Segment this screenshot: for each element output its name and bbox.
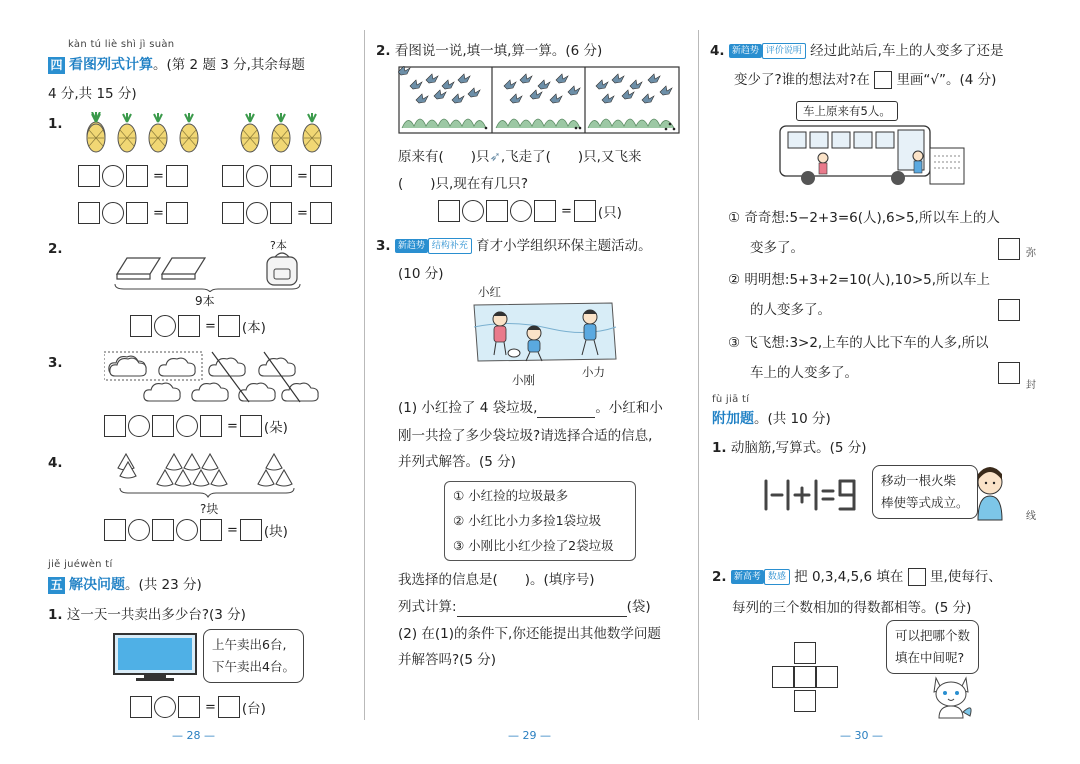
child-icon (913, 151, 923, 173)
answer-box[interactable] (126, 165, 148, 187)
operator-circle[interactable] (102, 202, 124, 224)
tv-icon (112, 632, 202, 684)
books-illustration (112, 252, 312, 292)
answer-box[interactable] (166, 202, 188, 224)
p3-calc-label: 列式计算: (398, 599, 457, 615)
p3-calc-line (398, 597, 651, 617)
answer-box[interactable] (126, 202, 148, 224)
p4-question (710, 39, 1003, 59)
q1-equation-c: = (78, 202, 190, 224)
answer-box[interactable] (166, 165, 188, 187)
answer-box[interactable] (574, 200, 596, 222)
q1-equation-b: = (222, 165, 334, 187)
operator-circle[interactable] (128, 415, 150, 437)
p3-sub2-a: (2) 在(1)的条件下,你还能提出其他数学问题 (398, 626, 661, 642)
e1-question (712, 436, 867, 456)
answer-box[interactable] (270, 165, 292, 187)
e2-question (712, 565, 1002, 586)
operator-circle[interactable] (462, 200, 484, 222)
p3-option-2[interactable]: ② 小红比小力多捡1袋垃圾 (453, 513, 602, 528)
label-xiaohong: 小红 (478, 285, 501, 299)
p4-tag-evaluation: 评价说明 (762, 43, 806, 59)
answer-box[interactable] (438, 200, 460, 222)
extra-title: 附加题 (712, 411, 754, 427)
answer-box[interactable] (200, 415, 222, 437)
sec4-desc-1: 。(第 2 题 3 分,其余每题 (153, 57, 305, 73)
operator-circle[interactable] (510, 200, 532, 222)
q2-unit: (本) (241, 320, 266, 336)
girl-avatar-icon (972, 466, 1008, 522)
grid-cell-bottom[interactable] (794, 690, 816, 712)
sec5-desc: 。(共 23 分) (125, 577, 202, 593)
operator-circle[interactable] (154, 315, 176, 337)
answer-box[interactable] (178, 696, 200, 718)
sec4-title: 看图列式计算 (69, 57, 153, 73)
p2-unit: (只) (597, 205, 622, 221)
p3-sub1-line-a (398, 398, 663, 418)
p4-check-box-2[interactable] (998, 299, 1020, 321)
backpack-icon (267, 253, 297, 285)
operator-circle[interactable] (176, 415, 198, 437)
p3-choice[interactable]: 我选择的信息是( )。(填序号) (398, 572, 595, 588)
kids-cleanup-illustration (472, 297, 622, 367)
label-xiaoli: 小力 (582, 365, 605, 379)
child-icon (818, 153, 828, 174)
q4-equation: = (块) (104, 519, 290, 541)
page-number-28: — 28 — (172, 729, 215, 742)
sec5-heading (48, 573, 202, 594)
p3-sub1-b: 。小红和小 (595, 400, 663, 416)
p3-sub1-a: (1) 小红捡了 4 袋垃圾, (398, 400, 538, 416)
e2-bubble-line-1: 可以把哪个数 (895, 628, 971, 643)
p2-fill-1: 原来有( )只 (398, 149, 490, 165)
p3-calc-unit: (袋) (626, 599, 651, 615)
operator-circle[interactable] (102, 165, 124, 187)
p4-check-box-1[interactable] (998, 238, 1020, 260)
p3-info-box (444, 481, 636, 561)
page-29 (366, 0, 698, 764)
grid-cell-top[interactable] (794, 642, 816, 664)
p4-option-1b: 变多了。 (750, 240, 804, 256)
answer-box[interactable] (310, 165, 332, 187)
fox-mascot-icon (928, 672, 974, 720)
answer-box[interactable] (104, 415, 126, 437)
p3-option-1[interactable]: ① 小红捡的垃圾最多 (453, 488, 569, 503)
p3-question (376, 234, 652, 254)
p1-bubble-line-1: 上午卖出6台, (212, 637, 287, 652)
page-number-30: — 30 — (840, 729, 883, 742)
answer-box[interactable] (240, 415, 262, 437)
p2-question (376, 39, 602, 59)
p3-tag-structure: 结构补充 (428, 238, 472, 254)
grid-cell-center[interactable] (794, 666, 816, 688)
sec4-pinyin: kàn tú liè shì jì suàn (68, 39, 175, 50)
seal-line-char-3: 线 (1026, 511, 1036, 522)
answer-box[interactable] (130, 315, 152, 337)
q3-equation: = (朵) (104, 415, 290, 437)
p2-equation: = (只) (438, 200, 624, 222)
p3-sub1-d: 并列式解答。(5 分) (398, 454, 516, 470)
column-divider (364, 30, 365, 720)
e2-tag-number-sense: 数感 (764, 569, 790, 585)
e2-text-1b: 里,使每行、 (929, 569, 1002, 585)
q2-equation: = (本) (130, 315, 268, 337)
p3-blank[interactable] (537, 417, 595, 418)
p4-text-2b: 里画“√”。(4 分) (896, 72, 997, 88)
answer-box[interactable] (78, 202, 100, 224)
operator-circle[interactable] (176, 519, 198, 541)
clouds-illustration (104, 350, 324, 410)
p4-text-2a: 变少了?谁的想法对?在 (734, 72, 870, 88)
p4-tag-trend: 新趋势 (729, 44, 762, 58)
sec4-heading (48, 53, 305, 74)
q1-number: 1. (48, 116, 63, 132)
e2-number: 2. (712, 569, 727, 585)
answer-box[interactable] (222, 165, 244, 187)
e1-number: 1. (712, 440, 727, 456)
q1-equation-a: = (78, 165, 190, 187)
q2-total-label: 9本 (195, 294, 215, 308)
p3-option-3[interactable]: ③ 小刚比小红少捡了2袋垃圾 (453, 538, 614, 553)
column-divider (698, 30, 699, 720)
answer-box[interactable] (218, 315, 240, 337)
page-30 (700, 0, 1040, 764)
e1-speech-bubble (872, 465, 978, 519)
operator-circle[interactable] (154, 696, 176, 718)
seal-line-char-2: 封 (1026, 380, 1036, 391)
p2-number: 2. (376, 43, 391, 59)
p2-fill-2: ,飞走了( )只,又飞来 (500, 149, 642, 165)
p3-text: 育才小学组织环保主题活动。 (476, 238, 652, 254)
sec5-title: 解决问题 (69, 577, 125, 593)
answer-box[interactable] (486, 200, 508, 222)
operator-circle[interactable] (128, 519, 150, 541)
bird-icon: ➶ (489, 149, 501, 165)
answer-box[interactable] (152, 415, 174, 437)
page-number-29: — 29 — (508, 729, 551, 742)
p1-question (48, 603, 246, 623)
q3-number: 3. (48, 355, 63, 371)
p3-number: 3. (376, 238, 391, 254)
e2-text-2: 每列的三个数相加的得数都相等。(5 分) (732, 600, 972, 616)
answer-box[interactable] (310, 202, 332, 224)
q2-number: 2. (48, 241, 63, 257)
sec5-pinyin: jiě juéwèn tí (48, 559, 113, 570)
p3-tag-trend: 新趋势 (395, 239, 428, 253)
q3-unit: (朵) (263, 420, 288, 436)
operator-circle[interactable] (246, 165, 268, 187)
sec5-badge: 五 (48, 577, 65, 594)
extra-pinyin: fù jiā tí (712, 394, 750, 405)
sec4-desc-2: 4 分,共 15 分) (48, 86, 137, 102)
answer-box (908, 568, 926, 586)
p2-fill-line-1 (398, 147, 641, 167)
e1-text: 动脑筋,写算式。(5 分) (730, 440, 867, 456)
birds-panels-illustration (398, 66, 680, 134)
p1-number: 1. (48, 607, 63, 623)
p2-fill-3: ( )只,现在有几只? (398, 176, 528, 192)
e1-bubble-line-1: 移动一根火柴 (881, 473, 957, 488)
p4-option-3b: 车上的人变多了。 (750, 365, 858, 381)
answer-box (874, 71, 892, 89)
p1-bubble-line-2: 下午卖出4台。 (212, 659, 295, 674)
operator-circle[interactable] (246, 202, 268, 224)
p4-option-2a: ② 明明想:5+3+2=10(人),10>5,所以车上 (728, 272, 991, 288)
q4-unknown-label: ?块 (200, 502, 219, 516)
page-28 (0, 0, 365, 764)
pineapples-illustration (86, 112, 346, 154)
p3-sub1-c: 刚一共捡了多少袋垃圾?请选择合适的信息, (398, 428, 653, 444)
book-icon (117, 258, 160, 279)
p4-option-1a: ① 奇奇想:5−2+3=6(人),6>5,所以车上的人 (728, 210, 1000, 226)
p4-option-2b: 的人变多了。 (750, 302, 831, 318)
p4-number: 4. (710, 43, 725, 59)
answer-box[interactable] (534, 200, 556, 222)
e2-text-1a: 把 0,3,4,5,6 填在 (794, 569, 904, 585)
q2-unknown-label: ?本 (270, 239, 287, 252)
answer-box[interactable] (78, 165, 100, 187)
matchstick-equation (762, 475, 862, 515)
answer-box[interactable] (178, 315, 200, 337)
p4-check-box-3[interactable] (998, 362, 1020, 384)
seal-line-char-1: 弥 (1026, 248, 1036, 259)
p1-text: 这一天一共卖出多少台?(3 分) (66, 607, 246, 623)
q4-number: 4. (48, 455, 63, 471)
p2-text: 看图说一说,填一填,算一算。(6 分) (394, 43, 603, 59)
e2-bubble-line-2: 填在中间呢? (895, 650, 965, 665)
answer-box[interactable] (222, 202, 244, 224)
answer-box[interactable] (152, 519, 174, 541)
p3-calc-blank[interactable] (457, 616, 627, 617)
e2-speech-bubble (886, 620, 979, 674)
e2-tag-gaokao: 新高考 (731, 570, 764, 584)
answer-box[interactable] (200, 519, 222, 541)
p1-speech-bubble (203, 629, 304, 683)
answer-box[interactable] (104, 519, 126, 541)
p3-sub2-b: 并解答吗?(5 分) (398, 652, 497, 668)
answer-box[interactable] (270, 202, 292, 224)
answer-box[interactable] (240, 519, 262, 541)
label-xiaogang: 小刚 (512, 373, 535, 387)
grid-cell-right[interactable] (816, 666, 838, 688)
answer-box[interactable] (130, 696, 152, 718)
p1-equation: = (台) (130, 696, 268, 718)
p4-text-1: 经过此站后,车上的人变多了还是 (810, 43, 1004, 59)
extra-desc: 。(共 10 分) (754, 411, 831, 427)
p4-option-3a: ③ 飞飞想:3>2,上车的人比下车的人多,所以 (728, 335, 989, 351)
e1-bubble-line-2: 棒使等式成立。 (881, 495, 969, 510)
answer-box[interactable] (218, 696, 240, 718)
cross-grid (770, 642, 842, 714)
extra-heading (712, 407, 831, 428)
watermelon-illustration (116, 450, 306, 502)
q1-equation-d: = (222, 202, 334, 224)
p4-line-2 (734, 68, 996, 89)
sec4-badge: 四 (48, 57, 65, 74)
bus-sign: 车上原来有5人。 (796, 101, 898, 121)
p1-unit: (台) (241, 701, 266, 717)
grid-cell-left[interactable] (772, 666, 794, 688)
p3-score: (10 分) (398, 266, 444, 282)
q4-unit: (块) (263, 524, 288, 540)
